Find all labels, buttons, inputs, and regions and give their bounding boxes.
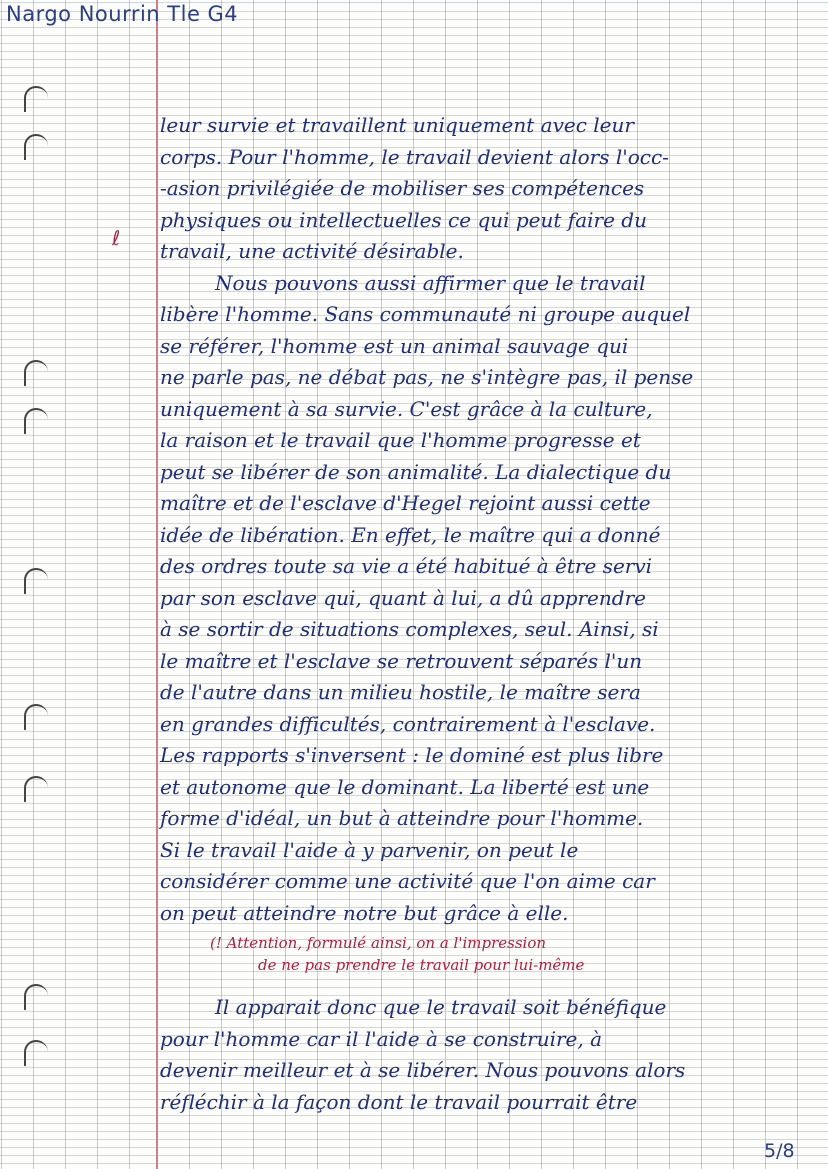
text-line: des ordres toute sa vie a été habitué à être servi (160, 554, 653, 578)
binder-hole-icon (24, 360, 48, 386)
teacher-comment-line: de ne pas prendre le travail pour lui-même (258, 956, 585, 974)
text-line: ne parle pas, ne débat pas, ne s'intègre pas, il pense (160, 365, 694, 389)
text-line: la raison et le travail que l'homme progresse et (160, 428, 641, 452)
text-line: physiques ou intellectuelles ce qui peut faire du (160, 207, 647, 232)
text-line: leur survie et travaillent uniquement avec leur (160, 113, 634, 137)
text-line: pour l'homme car il l'aide à se construire, à (160, 1026, 603, 1051)
binder-hole-icon (24, 984, 48, 1010)
text-line: Si le travail l'aide à y parvenir, on peut le (160, 837, 579, 862)
text-line: par son esclave qui, quant à lui, a dû apprendre (160, 585, 646, 610)
margin-correction-mark: ℓ (112, 226, 121, 250)
text-line: Il apparait donc que le travail soit bénéfique (215, 995, 667, 1019)
text-line: devenir meilleur et à se libérer. Nous pouvons alors (160, 1058, 686, 1082)
text-line: peut se libérer de son animalité. La dialectique du (160, 459, 672, 484)
teacher-comment-line: (! Attention, formulé ainsi, on a l'impression (210, 934, 547, 952)
text-line: idée de libération. En effet, le maître qui a donné (160, 522, 661, 547)
text-line: -asion privilégiée de mobiliser ses compétences (160, 176, 645, 200)
page-number: 5/8 (764, 1140, 795, 1162)
binder-hole-icon (24, 408, 48, 434)
text-line: se référer, l'homme est un animal sauvage qui (160, 333, 629, 358)
text-line: en grandes difficultés, contrairement à l'esclave. (160, 711, 656, 736)
margin-line (156, 0, 158, 1169)
text-line: maître et de l'esclave d'Hegel rejoint aussi cette (160, 491, 651, 515)
binder-hole-icon (24, 776, 48, 802)
text-line: travail, une activité désirable. (160, 239, 464, 263)
binder-hole-icon (24, 704, 48, 730)
text-line: Les rapports s'inversent : le dominé est plus libre (160, 743, 664, 767)
text-line: de l'autre dans un milieu hostile, le maître sera (160, 680, 641, 704)
binder-hole-icon (24, 134, 48, 160)
binder-hole-icon (24, 568, 48, 594)
text-line: considérer comme une activité que l'on aime car (160, 869, 655, 893)
text-line: on peut atteindre notre but grâce à elle. (160, 900, 569, 925)
binder-hole-icon (24, 1040, 48, 1066)
text-line: corps. Pour l'homme, le travail devient alors l'occ- (160, 144, 669, 169)
text-line: le maître et l'esclave se retrouvent séparés l'un (160, 648, 643, 673)
text-line: forme d'idéal, un but à atteindre pour l'homme. (160, 806, 644, 830)
student-header: Nargo Nourrin Tle G4 (6, 2, 239, 26)
text-line: réfléchir à la façon dont le travail pourrait être (160, 1089, 638, 1114)
text-line: à se sortir de situations complexes, seul. Ainsi, si (160, 617, 659, 641)
text-line: uniquement à sa survie. C'est grâce à la culture, (160, 396, 653, 421)
teacher-comment (210, 932, 820, 976)
text-line: Nous pouvons aussi affirmer que le travail (215, 270, 646, 295)
text-line: et autonome que le dominant. La liberté est une (160, 774, 650, 799)
binder-hole-icon (24, 86, 48, 112)
text-line: libère l'homme. Sans communauté ni groupe auquel (160, 302, 691, 326)
